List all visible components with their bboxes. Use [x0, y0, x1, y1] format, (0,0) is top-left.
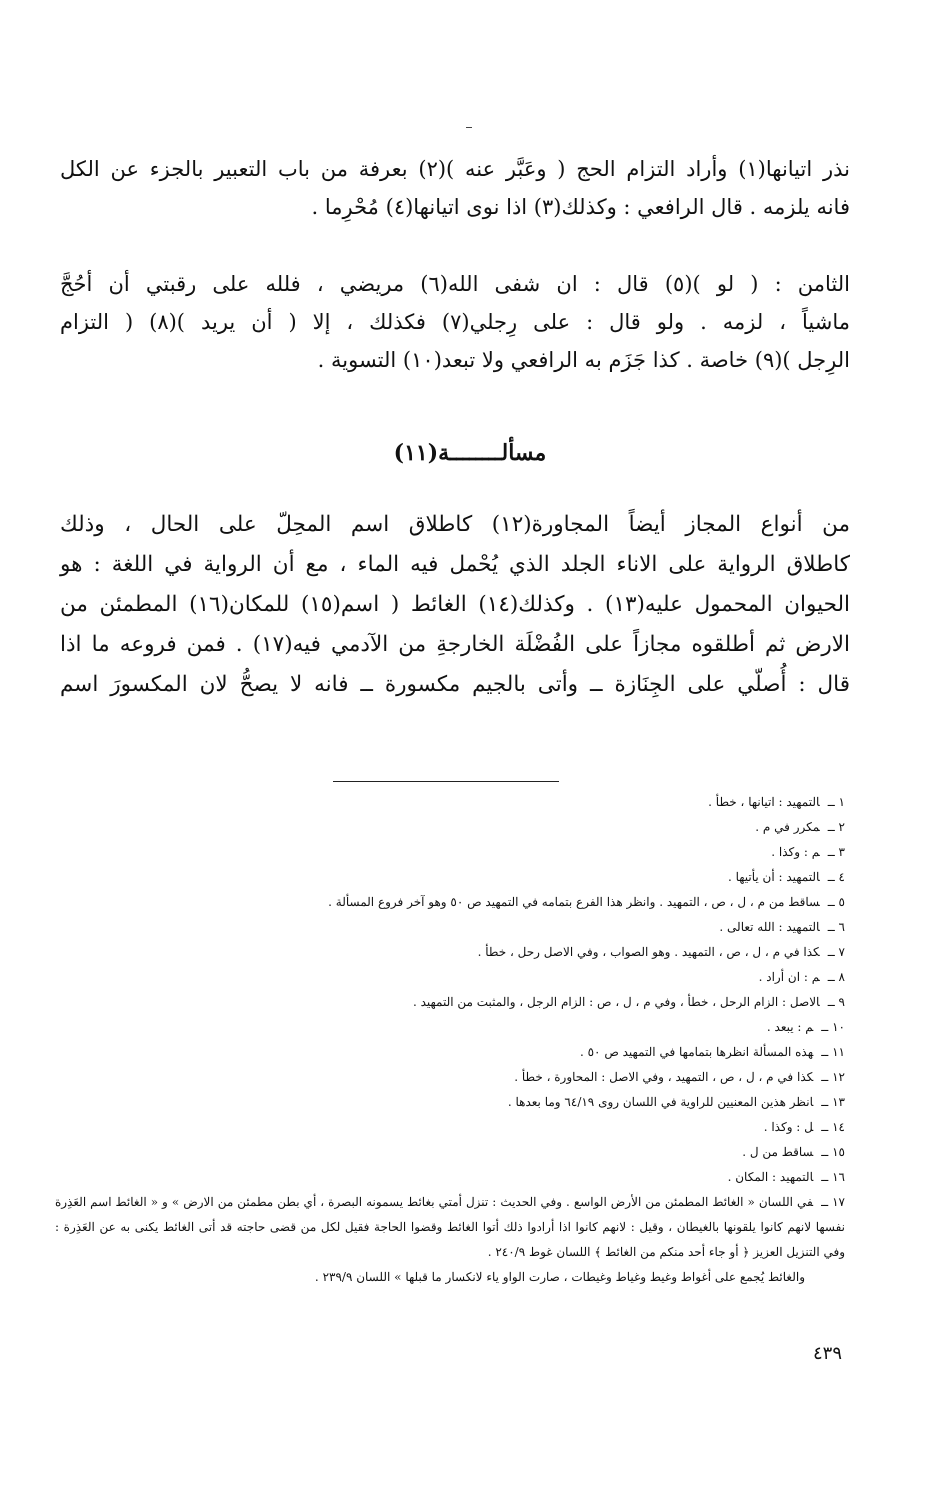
footnote-text: كذا في م ، ل ، ص ، التمهيد ، وفي الاصل : المحاورة ، خطأ . [514, 1070, 814, 1084]
paragraph-1 [60, 150, 850, 226]
footnote [55, 940, 845, 965]
footnote-text: الاصل : الزام الرحل ، خطأ ، وفي م ، ل ، ص : الزام الرجل ، والمثبت من التمهيد . [412, 995, 820, 1009]
footnote-number: ١٥ ــ [821, 1145, 845, 1159]
footnote-continuation: والغائط يُجمع على أغواط وغيط وغياط وغيطات ، صارت الواو ياء لانكسار ما قبلها » اللسان ٢٣٩/٩ . [314, 1270, 805, 1284]
footnote-text: ساقط من ل . [742, 1145, 814, 1159]
footnote-text: م : وكذا . [771, 845, 820, 859]
footnote-number: ١٦ ــ [821, 1170, 845, 1184]
footnote-text: التمهيد : الله تعالى . [719, 920, 820, 934]
footnote-text: كذا في م ، ل ، ص ، التمهيد . وهو الصواب ، وفي الاصل رحل ، خطأ . [477, 945, 820, 959]
footnote-number: ١٣ ــ [821, 1095, 845, 1109]
footnote-text: التمهيد : أن يأتيها . [727, 870, 820, 884]
text-line: قال : أُصلّي على الجِنَازة ــ وأتى بالجيم مكسورة ــ فانه لا يصحُّ لان المكسورَ اسم [60, 672, 850, 697]
footnote [55, 865, 845, 890]
footnote-text: هذه المسألة انظرها بتمامها في التمهيد ص ٥٠ . [579, 1045, 814, 1059]
footnote [55, 1015, 845, 1040]
footnotes [55, 790, 845, 1290]
footnote [55, 890, 845, 915]
footnote-number: ١٠ ــ [821, 1020, 845, 1034]
footnote [55, 815, 845, 840]
footnote-number: ١١ ــ [821, 1045, 845, 1059]
footnote [55, 1165, 845, 1190]
footnote-number: ٥ ــ [827, 895, 845, 909]
footnote [55, 1140, 845, 1165]
footnote-number: ١٧ ــ [821, 1195, 845, 1209]
top-mark [466, 127, 472, 128]
footnote-text: التمهيد : اتيانها ، خطأ . [708, 795, 820, 809]
footnote-number: ١٤ ــ [821, 1120, 845, 1134]
footnote-number: ٨ ــ [827, 970, 845, 984]
footnote-text: في اللسان « الغائط المطمئن من الأرض الواسع . وفي الحديث : تنزل أمتي بغائط يسمونه البصرة ، أي بطن مطمئن من الارض » و « الغائط اسم العَذِرة نفسها لانهم كانوا يلقونها بالغيطان ، وقيل : لانهم كانوا اذا أرادوا ذلك أتوا الغائط وقضوا الحاجة فقيل لكل من قضى حاجته قد أتى الغائط يكنى به عن العَذِرة : وفي التنزيل العزيز ﴿ أو جاء أحد منكم من الغائط ﴾ اللسان غوط ٢٤٠/٩ . [55, 1195, 845, 1259]
footnote-number: ٧ ــ [827, 945, 845, 959]
footnote-number: ٩ ــ [827, 995, 845, 1009]
text-line: فانه يلزمه . قال الرافعي : وكذلك(٣) اذا نوى اتيانها(٤) مُحْرِما . [311, 195, 850, 219]
footnote [55, 1190, 845, 1265]
footnote-number: ٤ ــ [827, 870, 845, 884]
footnote [55, 1040, 845, 1065]
footnote [55, 1115, 845, 1140]
footnote-text: ل : وكذا . [763, 1120, 814, 1134]
footnote [55, 1090, 845, 1115]
section-heading: مسألــــــــة(١١) [393, 440, 547, 466]
paragraph-2 [60, 265, 850, 379]
footnote-text: التمهيد : المكان . [727, 1170, 814, 1184]
footnote-number: ١ ــ [827, 795, 845, 809]
footnote-divider [333, 781, 559, 782]
footnote-number: ١٢ ــ [821, 1070, 845, 1084]
text-line: ماشياً ، لزمه . ولو قال : على رِجلي(٧) فكذلك ، إلا ( أن يريد )(٨) ( التزام [60, 310, 850, 334]
footnote [55, 990, 845, 1015]
footnote [55, 915, 845, 940]
footnote-number: ٦ ــ [827, 920, 845, 934]
footnote-text: م : ان أراد . [758, 970, 820, 984]
footnote-text: مكرر في م . [755, 820, 820, 834]
footnote-number: ٢ ــ [827, 820, 845, 834]
footnote-text: ساقط من م ، ل ، ص ، التمهيد . وانظر هذا الفرع بتمامه في التمهيد ص ٥٠ وهو آخر فروع المسألة . [328, 895, 820, 909]
text-line: الارض ثم أطلقوه مجازاً على الفُضْلَة الخارجةِ من الآدمي فيه(١٧) . فمن فروعه ما اذا [60, 632, 850, 657]
footnote-text: انظر هذين المعنيين للراوية في اللسان روى ٦٤/١٩ وما بعدها . [507, 1095, 814, 1109]
footnote [55, 965, 845, 990]
text-line: الرِجل )(٩) خاصة . كذا جَزَم به الرافعي ولا تبعد(١٠) التسوية . [317, 348, 850, 372]
footnote-text: م : يبعد . [766, 1020, 814, 1034]
footnote [55, 840, 845, 865]
text-line: الثامن : ( لو )(٥) قال : ان شفى الله(٦) مريضي ، فلله على رقبتي أن أحُجَّ [60, 272, 850, 296]
footnote [55, 790, 845, 815]
footnote-number: ٣ ــ [827, 845, 845, 859]
page-number: ٤٣٩ [812, 1343, 842, 1364]
text-line: كاطلاق الرواية على الاناء الجلد الذي يُحْمل فيه الماء ، مع أن الرواية في اللغة : هو [60, 552, 850, 577]
text-line: نذر اتيانها(١) وأراد التزام الحج ( وعَبَّر عنه )(٢) بعرفة من باب التعبير بالجزء عن الكل [60, 157, 850, 181]
paragraph-3 [60, 505, 850, 705]
text-line: من أنواع المجاز أيضاً المجاورة(١٢) كاطلاق اسم المحِلّ على الحال ، وذلك [60, 512, 850, 537]
text-line: الحيوان المحمول عليه(١٣) . وكذلك(١٤) الغائط ( اسم(١٥) للمكان(١٦) المطمئن من [60, 592, 850, 617]
footnote [55, 1065, 845, 1090]
